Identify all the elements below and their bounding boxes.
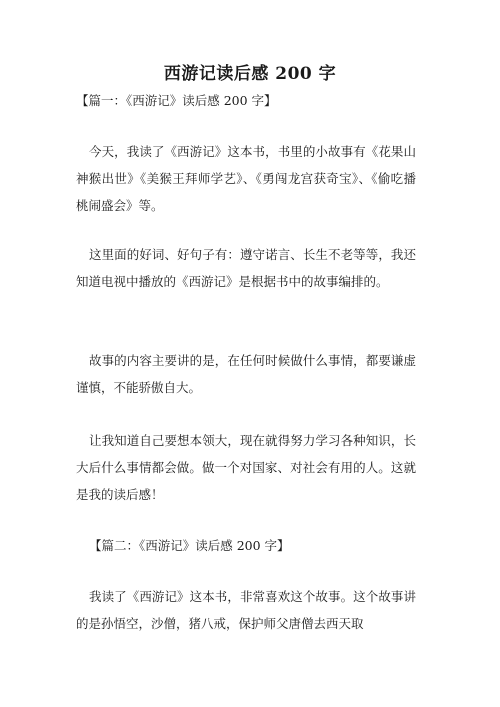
- paragraph-1-1: 今天，我读了《西游记》这本书，书里的小故事有《花果山神猴出世》《美猴王拜师学艺》、《勇闯龙宫获奇宝》、《偷吃播桃闹盛会》等。: [76, 144, 416, 213]
- paragraph-1-3: 故事的内容主要讲的是，在任何时候做什么事情，都要谦虚谨慎，不能骄傲自大。: [76, 353, 416, 395]
- document-title: 西游记读后感 200 字: [163, 64, 337, 84]
- section-heading-2: 【篇二：《西游记》读后感 200 字】: [89, 538, 290, 553]
- paragraph-1-4: 让我知道自己要想本领大，现在就得努力学习各种知识，长大后什么事情都会做。做一个对国家、对社会有用的人。这就是我的读后感！: [76, 433, 416, 502]
- section-heading-1: 【篇一：《西游记》读后感 200 字】: [76, 93, 277, 108]
- paragraph-1-2: 这里面的好词、好句子有：遵守诺言、长生不老等等，我还知道电视中播放的《西游记》是根据书中的故事编排的。: [76, 247, 416, 289]
- paragraph-2-1: 我读了《西游记》这本书，非常喜欢这个故事。这个故事讲的是孙悟空，沙僧，猪八戒，保护师父唐僧去西天取: [76, 589, 416, 631]
